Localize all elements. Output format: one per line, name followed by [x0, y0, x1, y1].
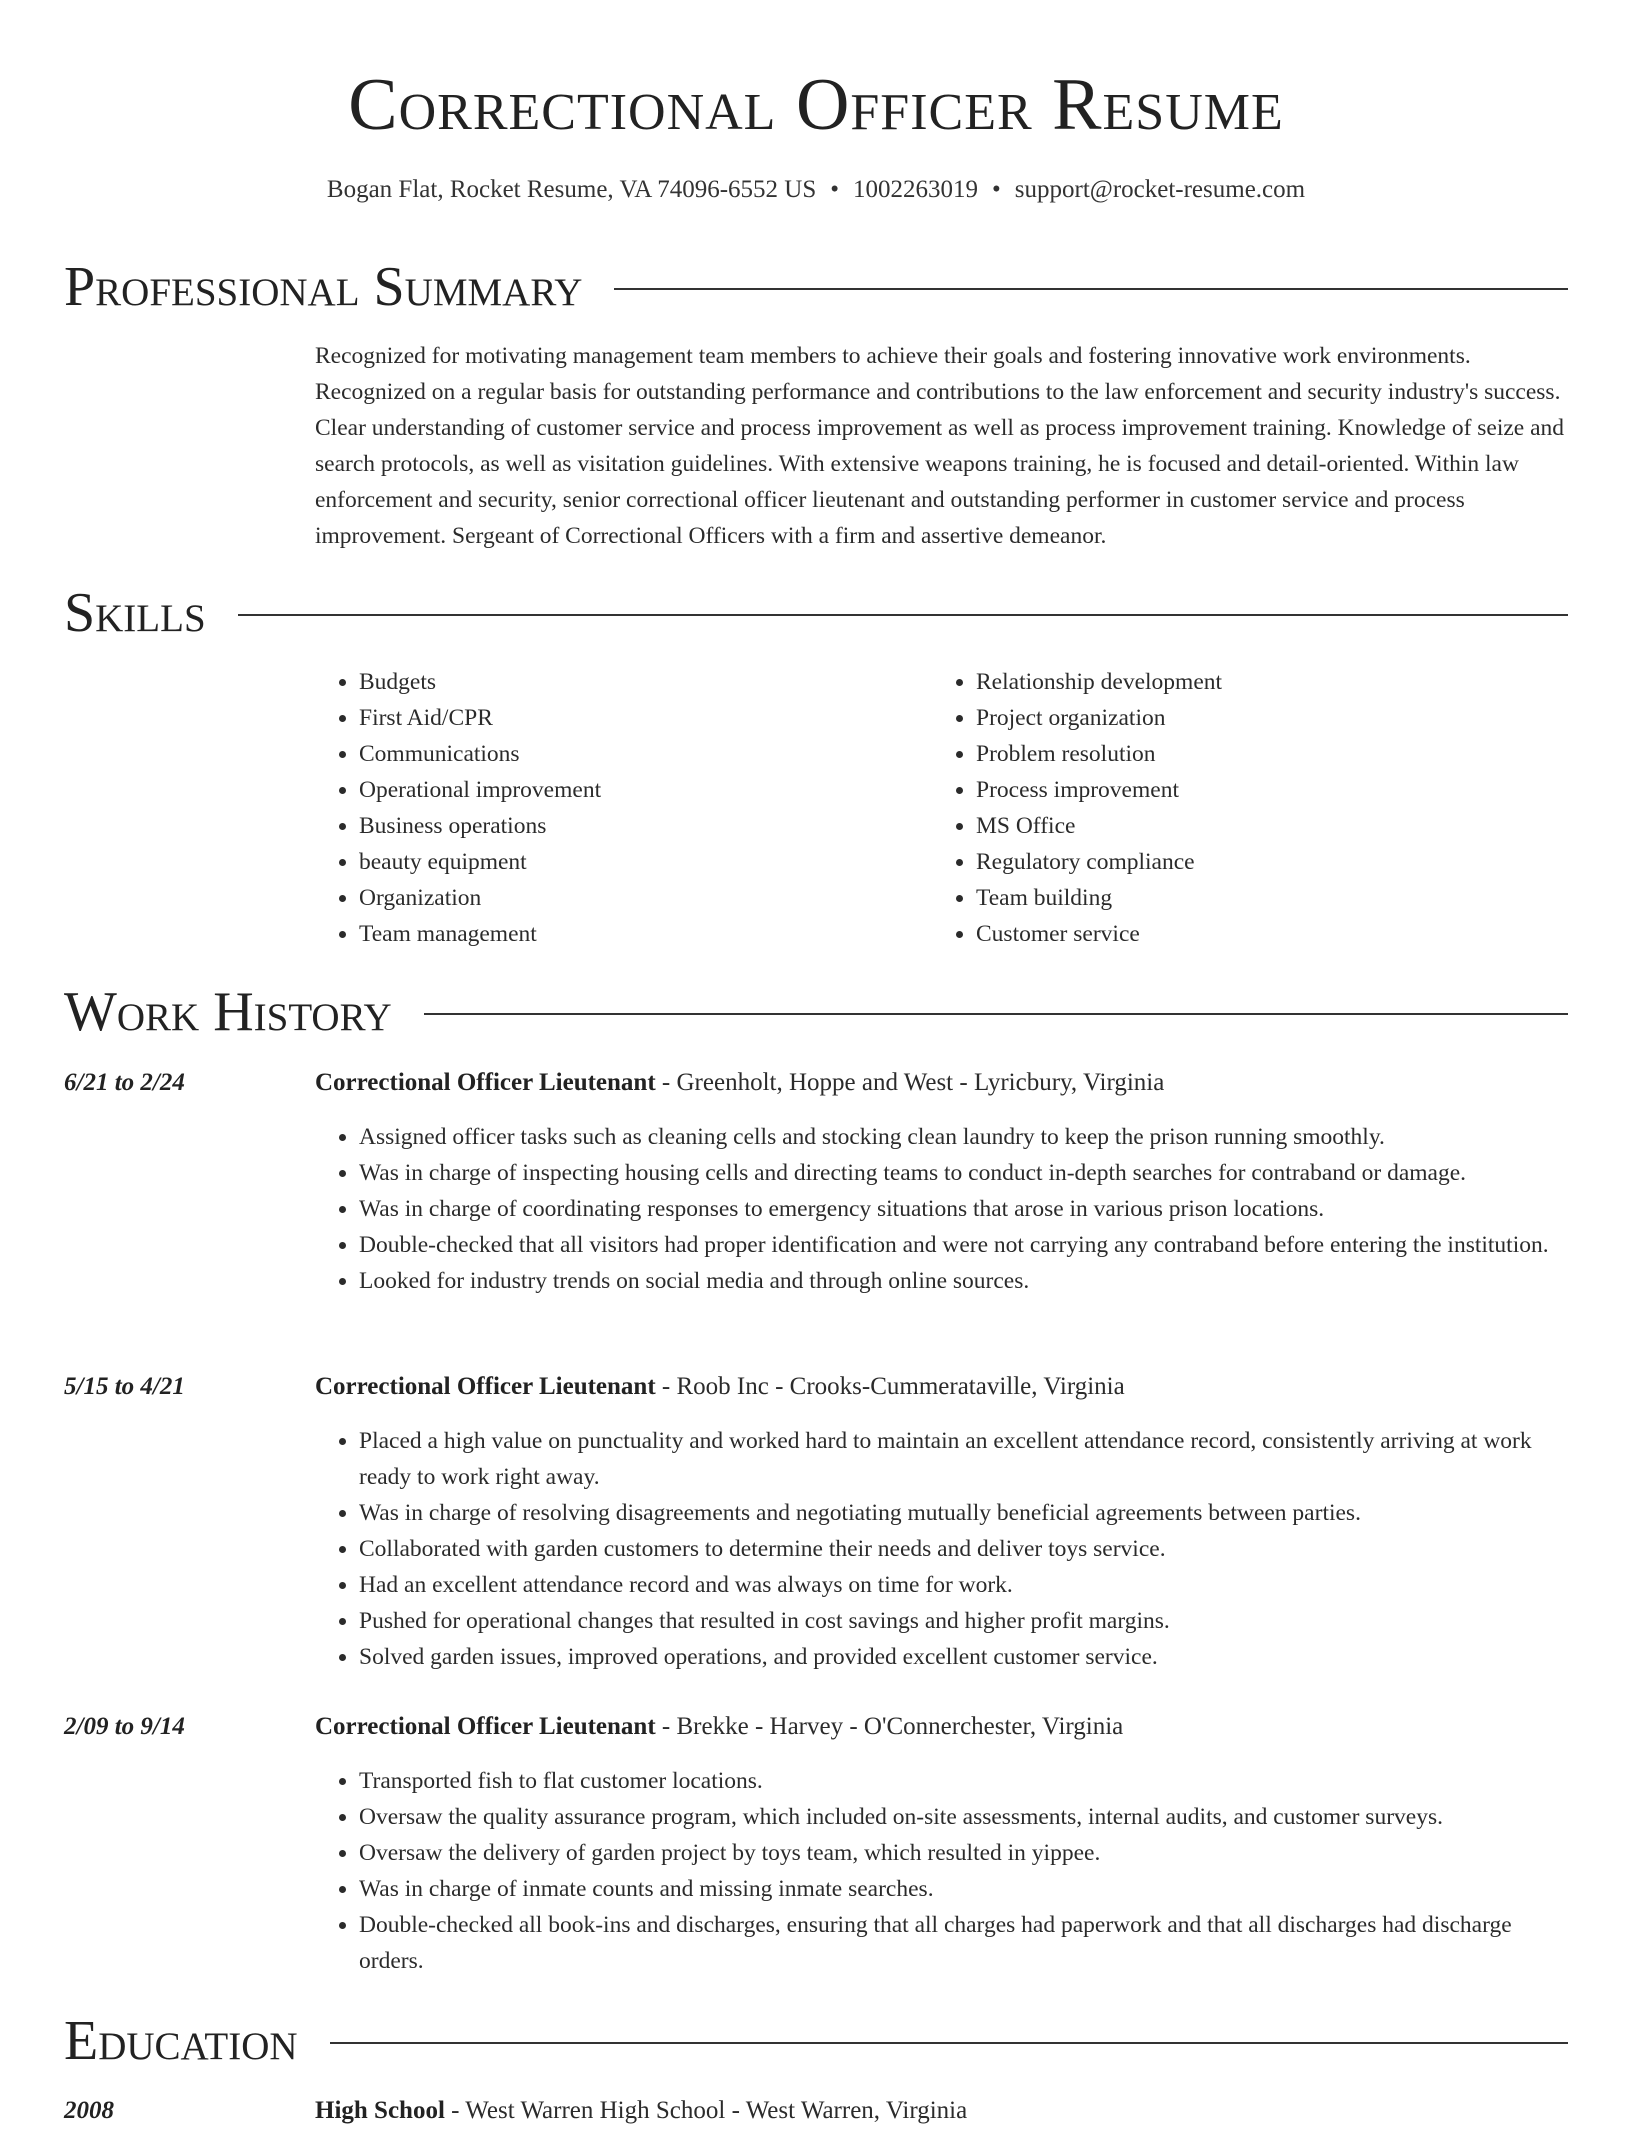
job-duties: [315, 1763, 1568, 1979]
job-heading: [315, 1708, 1123, 1746]
skill-item: • beauty equipment: [359, 844, 915, 880]
job-employer: - Brekke - Harvey - O'Connerchester, Virginia: [655, 1713, 1124, 1740]
contact-phone: 1002263019: [853, 176, 979, 203]
education-degree: High School: [315, 2097, 445, 2124]
job-heading: [315, 1368, 1125, 1406]
section-divider: [614, 288, 1568, 290]
section-heading-education: Education: [64, 2010, 298, 2072]
duty-item: • Was in charge of coordinating responses to emergency situations that arose in various prison locations.: [359, 1191, 1568, 1227]
skills-list-right: [932, 664, 1568, 952]
duty-item: • Was in charge of inmate counts and missing inmate searches.: [359, 1871, 1568, 1907]
skill-item: • Team building: [976, 880, 1568, 916]
job-duties: [315, 1423, 1568, 1675]
duty-item: • Solved garden issues, improved operations, and provided excellent customer service.: [359, 1639, 1568, 1675]
job-title: Correctional Officer Lieutenant: [315, 1373, 656, 1400]
skill-item: • Organization: [359, 880, 915, 916]
section-heading-summary: Professional Summary: [64, 256, 583, 318]
duty-item: • Oversaw the delivery of garden project by toys team, which resulted in yippee.: [359, 1835, 1568, 1871]
skills-section-header: [64, 578, 1568, 648]
skill-item: • Operational improvement: [359, 772, 915, 808]
duty-item: • Placed a high value on punctuality and worked hard to maintain an excellent attendance record, consistently arriving at work ready to work right away.: [359, 1423, 1568, 1495]
section-divider: [424, 1013, 1568, 1015]
skill-item: • Process improvement: [976, 772, 1568, 808]
duty-item: • Transported fish to flat customer locations.: [359, 1763, 1568, 1799]
contact-separator: •: [830, 176, 840, 203]
resume-title: Correctional Officer Resume: [348, 64, 1284, 146]
job-title: Correctional Officer Lieutenant: [315, 1713, 656, 1740]
duty-item: • Was in charge of resolving disagreements and negotiating mutually beneficial agreements between parties.: [359, 1495, 1568, 1531]
section-divider: [238, 614, 1568, 616]
skill-item: • Team management: [359, 916, 915, 952]
contact-email: support@rocket-resume.com: [1014, 176, 1306, 203]
skill-item: • Customer service: [976, 916, 1568, 952]
job-title: Correctional Officer Lieutenant: [315, 1069, 656, 1096]
duty-item: • Pushed for operational changes that resulted in cost savings and higher profit margins.: [359, 1603, 1568, 1639]
skill-item: • Regulatory compliance: [976, 844, 1568, 880]
job-dates: 6/21 to 2/24: [64, 1069, 185, 1096]
job-heading: [315, 1064, 1164, 1102]
job-duties: [315, 1119, 1568, 1299]
skill-item: • Problem resolution: [976, 736, 1568, 772]
education-school: - West Warren High School - West Warren, Virginia: [444, 2097, 968, 2124]
duty-item: • Collaborated with garden customers to determine their needs and deliver toys service.: [359, 1531, 1568, 1567]
section-divider: [330, 2042, 1568, 2044]
education-heading: [315, 2092, 967, 2130]
skill-item: • MS Office: [976, 808, 1568, 844]
duty-item: • Oversaw the quality assurance program, which included on-site assessments, internal audits, and customer surveys.: [359, 1799, 1568, 1835]
job-dates: 5/15 to 4/21: [64, 1373, 185, 1400]
section-heading-skills: Skills: [64, 582, 206, 644]
duty-item: • Assigned officer tasks such as cleaning cells and stocking clean laundry to keep the prison running smoothly.: [359, 1119, 1568, 1155]
skill-item: • Project organization: [976, 700, 1568, 736]
duty-item: • Had an excellent attendance record and was always on time for work.: [359, 1567, 1568, 1603]
duty-item: • Double-checked all book-ins and discharges, ensuring that all charges had paperwork and that all discharges had discharge orders.: [359, 1907, 1568, 1979]
duty-item: • Was in charge of inspecting housing cells and directing teams to conduct in-depth searches for contraband or damage.: [359, 1155, 1568, 1191]
skill-item: • First Aid/CPR: [359, 700, 915, 736]
summary-text: Recognized for motivating management team members to achieve their goals and fostering innovative work environments. Recognized on a regular basis for outstanding performance and contributions to the law enforcement and security industry's success. Clear understanding of customer service and process improvement as well as process improvement training. Knowledge of seize and search protocols, as well as visitation guidelines. With extensive weapons training, he is focused and detail-oriented. Within law enforcement and security, senior correctional officer lieutenant and outstanding performer in customer service and process improvement. Sergeant of Correctional Officers with a firm and assertive demeanor.: [315, 343, 1565, 549]
skill-item: • Relationship development: [976, 664, 1568, 700]
contact-address: Bogan Flat, Rocket Resume, VA 74096-6552 US: [326, 176, 817, 203]
education-section-header: [64, 2006, 1568, 2076]
duty-item: • Double-checked that all visitors had proper identification and were not carrying any contraband before entering the institution.: [359, 1227, 1568, 1263]
contact-line: [0, 172, 1632, 208]
work-section-header: [64, 977, 1568, 1047]
skill-item: • Business operations: [359, 808, 915, 844]
contact-separator: •: [992, 176, 1001, 203]
job-employer: - Roob Inc - Crooks-Cummerataville, Virginia: [655, 1373, 1125, 1400]
duty-item: • Looked for industry trends on social media and through online sources.: [359, 1263, 1568, 1299]
job-dates: 2/09 to 9/14: [64, 1713, 185, 1740]
skill-item: • Communications: [359, 736, 915, 772]
section-heading-work: Work History: [64, 981, 392, 1043]
skills-list-left: [315, 664, 915, 952]
education-date: 2008: [64, 2097, 114, 2124]
summary-section-header: [64, 252, 1568, 322]
job-employer: - Greenholt, Hoppe and West - Lyricbury, Virginia: [655, 1069, 1165, 1096]
skill-item: • Budgets: [359, 664, 915, 700]
